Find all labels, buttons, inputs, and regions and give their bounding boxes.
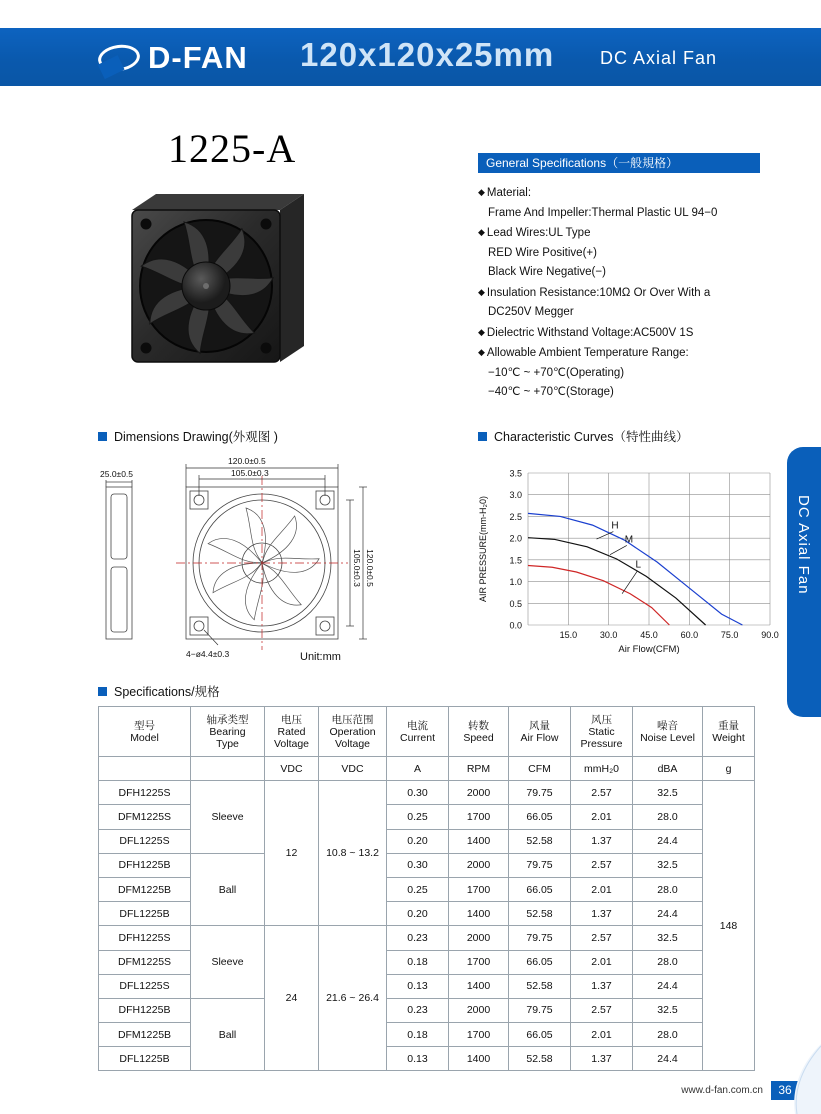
general-spec-line [478, 364, 788, 384]
specifications-heading [98, 682, 220, 700]
general-spec-line [478, 283, 788, 304]
svg-text:120.0±0.5: 120.0±0.5 [365, 549, 375, 587]
brand-logo [98, 40, 248, 76]
table-unit-cell: VDC [319, 757, 387, 781]
svg-text:60.0: 60.0 [680, 630, 699, 640]
table-cell-speed: 1400 [449, 974, 509, 998]
svg-text:15.0: 15.0 [559, 630, 578, 640]
table-cell-voltage: 24 [265, 926, 319, 1071]
table-header-cell: 转数 Speed [449, 707, 509, 757]
table-cell-weight: 148 [703, 781, 755, 1071]
table-cell-model: DFL1225B [99, 1047, 191, 1071]
general-spec-text: Black Wire Negative(−) [488, 266, 606, 278]
table-header-cell: 电流 Current [387, 707, 449, 757]
side-tab-label: DC Axial Fan [795, 495, 812, 595]
table-cell-current: 0.18 [387, 950, 449, 974]
svg-text:4−ø4.4±0.3: 4−ø4.4±0.3 [186, 649, 230, 659]
table-cell-airflow: 52.58 [509, 829, 571, 853]
table-unit-row [99, 757, 755, 781]
table-header-cell: 电压 Rated Voltage [265, 707, 319, 757]
product-size: 120x120x25mm [300, 36, 555, 73]
svg-text:2.5: 2.5 [509, 511, 522, 522]
table-cell-current: 0.13 [387, 1047, 449, 1071]
table-cell-model: DFH1225S [99, 781, 191, 805]
table-cell-pressure: 1.37 [571, 902, 633, 926]
table-unit-cell: A [387, 757, 449, 781]
table-cell-airflow: 66.05 [509, 877, 571, 901]
table-cell-model: DFM1225S [99, 805, 191, 829]
svg-text:45.0: 45.0 [640, 630, 658, 640]
table-cell-pressure: 2.57 [571, 926, 633, 950]
general-spec-line [478, 303, 788, 323]
table-cell-model: DFM1225B [99, 877, 191, 901]
diamond-bullet-icon: ◆ [478, 347, 485, 357]
table-cell-model: DFH1225B [99, 998, 191, 1022]
table-cell-speed: 1700 [449, 1023, 509, 1047]
svg-text:75.0: 75.0 [720, 630, 739, 640]
table-cell-bearing: Sleeve [191, 926, 265, 999]
table-cell-noise: 24.4 [633, 1047, 703, 1071]
bullet-square-icon [98, 687, 107, 696]
table-cell-pressure: 2.01 [571, 1023, 633, 1047]
table-cell-airflow: 79.75 [509, 853, 571, 877]
table-cell-model: DFL1225S [99, 974, 191, 998]
bullet-square-icon [98, 432, 107, 441]
table-cell-airflow: 66.05 [509, 805, 571, 829]
svg-text:Air Flow(CFM): Air Flow(CFM) [618, 644, 680, 655]
svg-text:2.0: 2.0 [509, 533, 522, 544]
table-unit-cell: RPM [449, 757, 509, 781]
table-cell-voltage: 12 [265, 781, 319, 926]
general-spec-line [478, 383, 788, 403]
table-cell-noise: 32.5 [633, 853, 703, 877]
general-spec-text: Lead Wires:UL Type [486, 227, 591, 239]
general-spec-line [478, 323, 788, 344]
table-cell-noise: 24.4 [633, 974, 703, 998]
svg-text:120.0±0.5: 120.0±0.5 [228, 456, 266, 466]
svg-text:0.0: 0.0 [509, 620, 522, 631]
page-number: 36 [771, 1081, 799, 1100]
general-spec-text: −10℃ ~ +70℃(Operating) [488, 366, 625, 379]
general-specifications-header [478, 153, 760, 173]
table-cell-pressure: 1.37 [571, 829, 633, 853]
table-cell-current: 0.13 [387, 974, 449, 998]
table-cell-noise: 32.5 [633, 926, 703, 950]
table-cell-model: DFM1225S [99, 950, 191, 974]
table-cell-speed: 1400 [449, 902, 509, 926]
table-header-cell: 轴承类型 Bearing Type [191, 707, 265, 757]
table-cell-voltage-range: 10.8 ~ 13.2 [319, 781, 387, 926]
table-cell-model: DFL1225S [99, 829, 191, 853]
svg-text:3.5: 3.5 [509, 468, 522, 479]
general-specifications-title: General Specifications（一般規格） [486, 156, 679, 170]
table-cell-speed: 2000 [449, 926, 509, 950]
svg-text:3.0: 3.0 [509, 490, 522, 501]
table-cell-noise: 32.5 [633, 781, 703, 805]
table-cell-noise: 28.0 [633, 950, 703, 974]
dimensions-drawing [98, 452, 448, 672]
table-cell-airflow: 66.05 [509, 950, 571, 974]
diamond-bullet-icon: ◆ [478, 286, 485, 297]
table-cell-bearing: Ball [191, 998, 265, 1071]
table-cell-airflow: 79.75 [509, 926, 571, 950]
general-spec-text: RED Wire Positive(+) [488, 246, 597, 259]
general-spec-text: −40℃ ~ +70℃(Storage) [488, 386, 614, 398]
table-cell-current: 0.20 [387, 829, 449, 853]
table-header-cell: 重量 Weight [703, 707, 755, 757]
table-cell-speed: 2000 [449, 853, 509, 877]
table-unit-cell: mmH₂0 [571, 757, 633, 781]
table-row [99, 853, 755, 877]
brand-name: D-FAN [148, 40, 248, 75]
table-cell-speed: 1700 [449, 877, 509, 901]
dimensions-heading-label: Dimensions Drawing(外观图 ) [114, 430, 278, 444]
curves-heading-label: Characteristic Curves（特性曲线） [494, 430, 689, 444]
table-row [99, 998, 755, 1022]
table-cell-airflow: 52.58 [509, 1047, 571, 1071]
bullet-square-icon [478, 432, 487, 441]
table-cell-pressure: 2.01 [571, 950, 633, 974]
specifications-table [98, 706, 755, 1071]
svg-text:AIR PRESSURE(mm-H₂0): AIR PRESSURE(mm-H₂0) [478, 495, 488, 603]
product-type: DC Axial Fan [600, 48, 718, 68]
svg-text:90.0: 90.0 [761, 630, 779, 640]
footer-corner-decoration [761, 1044, 821, 1114]
general-spec-text: Insulation Resistance:10MΩ Or Over With a [486, 286, 711, 299]
table-row [99, 781, 755, 805]
table-unit-cell [99, 757, 191, 781]
table-header-cell: 噪音 Noise Level [633, 707, 703, 757]
table-cell-airflow: 52.58 [509, 902, 571, 926]
svg-text:30.0: 30.0 [599, 630, 618, 640]
table-cell-current: 0.23 [387, 998, 449, 1022]
table-unit-cell: dBA [633, 757, 703, 781]
table-cell-noise: 28.0 [633, 877, 703, 901]
page-title: 1225-A [168, 126, 297, 171]
table-unit-cell: g [703, 757, 755, 781]
general-spec-line [478, 223, 788, 244]
general-spec-text: Dielectric Withstand Voltage:AC500V 1S [486, 326, 694, 339]
svg-text:1.0: 1.0 [509, 577, 522, 588]
general-specifications-list [478, 183, 788, 403]
svg-text:0.5: 0.5 [509, 598, 522, 609]
table-unit-cell [191, 757, 265, 781]
table-cell-pressure: 1.37 [571, 1047, 633, 1071]
table-cell-pressure: 2.01 [571, 877, 633, 901]
table-cell-speed: 1700 [449, 805, 509, 829]
table-cell-bearing: Ball [191, 853, 265, 926]
svg-text:25.0±0.5: 25.0±0.5 [100, 469, 134, 479]
table-unit-cell: CFM [509, 757, 571, 781]
table-cell-current: 0.23 [387, 926, 449, 950]
table-cell-noise: 32.5 [633, 998, 703, 1022]
dimensions-heading [98, 427, 278, 445]
table-cell-pressure: 2.01 [571, 805, 633, 829]
footer-url: www.d-fan.com.cn [681, 1085, 763, 1096]
table-cell-current: 0.18 [387, 1023, 449, 1047]
diamond-bullet-icon: ◆ [478, 187, 485, 197]
general-spec-text: Allowable Ambient Temperature Range: [486, 347, 689, 359]
table-cell-current: 0.25 [387, 805, 449, 829]
table-cell-speed: 2000 [449, 781, 509, 805]
diamond-bullet-icon: ◆ [478, 227, 485, 237]
fan-ellipse-icon [96, 42, 141, 74]
side-tab-dc-axial-fan [787, 447, 821, 717]
svg-text:H: H [611, 520, 619, 532]
table-row [99, 926, 755, 950]
table-cell-model: DFM1225B [99, 1023, 191, 1047]
table-unit-cell: VDC [265, 757, 319, 781]
diamond-bullet-icon: ◆ [478, 326, 485, 337]
general-spec-text: Material: [486, 187, 532, 199]
table-cell-noise: 24.4 [633, 829, 703, 853]
general-spec-line [478, 244, 788, 264]
table-cell-airflow: 66.05 [509, 1023, 571, 1047]
table-cell-current: 0.20 [387, 902, 449, 926]
general-spec-line [478, 343, 788, 364]
table-cell-pressure: 2.57 [571, 781, 633, 805]
general-spec-line [478, 204, 788, 224]
table-cell-speed: 1400 [449, 1047, 509, 1071]
table-cell-speed: 1700 [449, 950, 509, 974]
svg-text:105.0±0.3: 105.0±0.3 [231, 468, 269, 478]
table-header-cell: 型号 Model [99, 707, 191, 757]
general-spec-text: DC250V Megger [488, 306, 574, 318]
table-cell-speed: 2000 [449, 998, 509, 1022]
table-cell-model: DFH1225B [99, 853, 191, 877]
curves-heading [478, 427, 688, 445]
table-cell-noise: 28.0 [633, 805, 703, 829]
table-cell-pressure: 2.57 [571, 853, 633, 877]
table-cell-model: DFH1225S [99, 926, 191, 950]
general-spec-line [478, 183, 788, 204]
unit-label: Unit:mm [300, 651, 341, 663]
table-cell-pressure: 2.57 [571, 998, 633, 1022]
table-cell-current: 0.30 [387, 853, 449, 877]
general-spec-text: Frame And Impeller:Thermal Plastic UL 94−0 [488, 206, 718, 219]
table-cell-model: DFL1225B [99, 902, 191, 926]
svg-text:105.0±0.3: 105.0±0.3 [352, 549, 362, 587]
table-header-cell: 电压范围 Operation Voltage [319, 707, 387, 757]
table-cell-bearing: Sleeve [191, 781, 265, 854]
table-cell-voltage-range: 21.6 ~ 26.4 [319, 926, 387, 1071]
table-cell-noise: 24.4 [633, 902, 703, 926]
table-cell-noise: 28.0 [633, 1023, 703, 1047]
characteristic-curves-chart [470, 455, 780, 675]
table-header-cell: 风量 Air Flow [509, 707, 571, 757]
table-cell-speed: 1400 [449, 829, 509, 853]
page-header [0, 28, 821, 86]
table-cell-airflow: 79.75 [509, 781, 571, 805]
svg-text:L: L [635, 559, 642, 571]
table-cell-airflow: 79.75 [509, 998, 571, 1022]
table-cell-airflow: 52.58 [509, 974, 571, 998]
table-header-cell: 风压 Static Pressure [571, 707, 633, 757]
specifications-heading-label: Specifications/规格 [114, 685, 220, 699]
svg-text:M: M [624, 534, 634, 546]
svg-text:1.5: 1.5 [509, 555, 522, 566]
table-cell-current: 0.25 [387, 877, 449, 901]
table-cell-pressure: 1.37 [571, 974, 633, 998]
general-spec-line [478, 263, 788, 283]
product-photo [118, 188, 316, 384]
table-cell-current: 0.30 [387, 781, 449, 805]
